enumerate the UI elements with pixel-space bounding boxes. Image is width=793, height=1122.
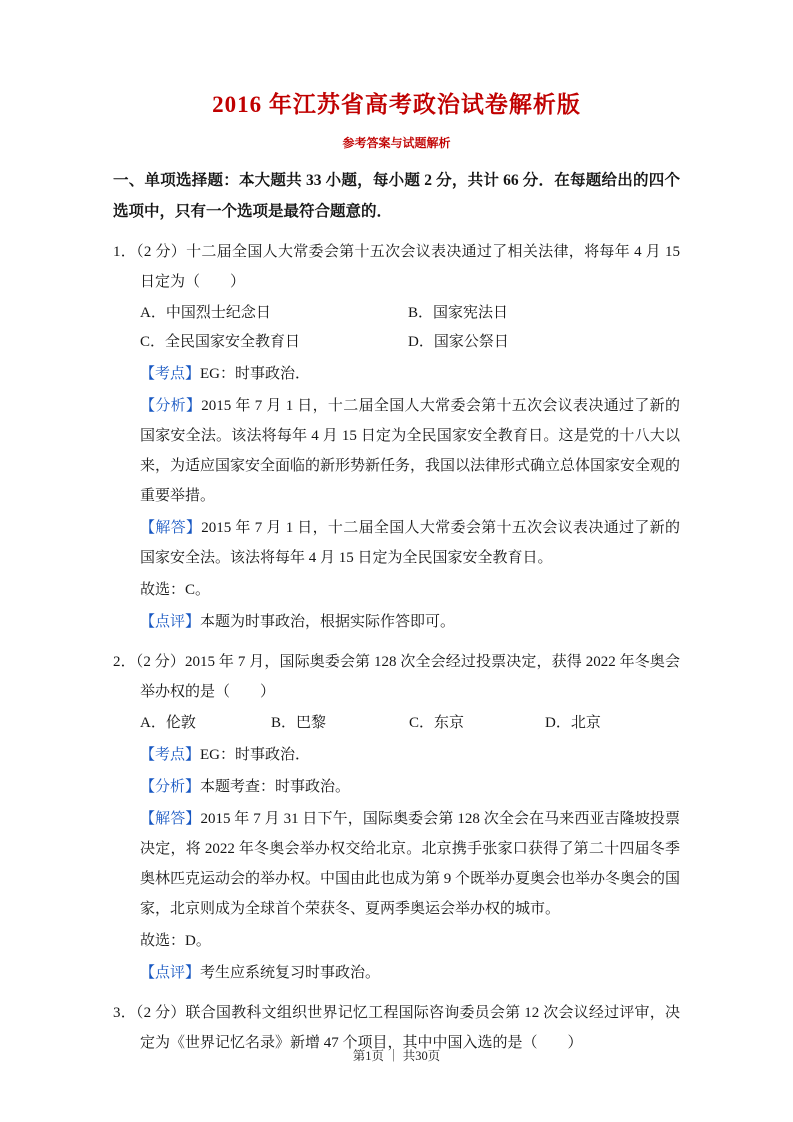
kaodian-tag: 【考点】 bbox=[140, 747, 201, 763]
kaodian-tag: 【考点】 bbox=[140, 366, 201, 382]
question-1-jieda bbox=[140, 513, 680, 573]
question-2-option-d: D．北京 bbox=[545, 715, 601, 731]
question-2-kaodian bbox=[140, 740, 680, 770]
question-2-stem: 2．（2 分）2015 年 7 月，国际奥委会第 128 次全会经过投票决定，获得 2022 年冬奥会举办权的是（ ） bbox=[113, 654, 680, 700]
question-1-stem: 1．（2 分）十二届全国人大常委会第十五次会议表决通过了相关法律，将每年 4 月 15 日定为（ ） bbox=[113, 244, 680, 290]
dianping-text: 考生应系统复习时事政治。 bbox=[200, 965, 381, 981]
jieda-text: 2015 年 7 月 31 日下午，国际奥委会第 128 次全会在马来西亚吉隆坡投票决定，将 2022 年冬奥会举办权交给北京。北京携手张家口获得了第二十四届冬季奥林匹克运动会的举办权。中国由此也成为第 9 个既举办夏奥会也举办冬奥会的国家，北京则成为全球首个荣获冬、夏两季奥运会举办权的城市。 bbox=[140, 811, 681, 917]
fenxi-tag: 【分析】 bbox=[140, 779, 201, 795]
fenxi-text: 本题考查：时事政治。 bbox=[200, 779, 351, 795]
question-3-stem: 3．（2 分）联合国教科文组织世界记忆工程国际咨询委员会第 12 次会议经过评审，决定为《世界记忆名录》新增 47 个项目，其中中国入选的是（ ） bbox=[113, 1005, 680, 1051]
question-1-option-b: B．国家宪法日 bbox=[408, 305, 509, 321]
question-2 bbox=[113, 647, 680, 988]
dianping-tag: 【点评】 bbox=[140, 614, 201, 630]
question-1-option-c: C．全民国家安全教育日 bbox=[140, 334, 301, 350]
question-1-fenxi bbox=[140, 391, 680, 511]
kaodian-text: EG：时事政治． bbox=[200, 747, 311, 763]
question-1-dianping bbox=[140, 607, 680, 637]
jieda-text: 2015 年 7 月 1 日，十二届全国人大常委会第十五次会议表决通过了新的国家安全法。该法将每年 4 月 15 日定为全民国家安全教育日。 bbox=[140, 520, 680, 566]
fenxi-tag: 【分析】 bbox=[140, 398, 202, 414]
question-1-option-d: D．国家公祭日 bbox=[408, 334, 509, 350]
question-1-answer: 故选：C。 bbox=[140, 582, 211, 598]
section-header: 一、单项选择题：本大题共 33 小题，每小题 2 分，共计 66 分．在每题给出的四个选项中，只有一个选项是最符合题意的． bbox=[113, 172, 680, 220]
question-1-kaodian bbox=[140, 359, 680, 389]
jieda-tag: 【解答】 bbox=[140, 811, 201, 827]
question-2-option-a: A．伦敦 bbox=[140, 715, 196, 731]
dianping-text: 本题为时事政治，根据实际作答即可。 bbox=[200, 614, 456, 630]
page-title: 2016 年江苏省高考政治试卷解析版 bbox=[212, 92, 581, 117]
question-2-options bbox=[140, 709, 680, 738]
question-2-option-b: B．巴黎 bbox=[271, 715, 327, 731]
question-2-dianping bbox=[140, 958, 680, 988]
question-2-jieda bbox=[140, 804, 680, 924]
question-2-answer: 故选：D。 bbox=[140, 933, 211, 949]
question-1-options bbox=[140, 299, 680, 357]
question-2-option-c: C．东京 bbox=[409, 715, 465, 731]
dianping-tag: 【点评】 bbox=[140, 965, 201, 981]
jieda-tag: 【解答】 bbox=[140, 520, 202, 536]
question-2-fenxi bbox=[140, 772, 680, 802]
fenxi-text: 2015 年 7 月 1 日，十二届全国人大常委会第十五次会议表决通过了新的国家安全法。该法将每年 4 月 15 日定为全民国家安全教育日。这是党的十八大以来，为适应国家安全面临的新形势新任务，我国以法律形式确立总体国家安全观的重要举措。 bbox=[140, 398, 681, 504]
page-subtitle: 参考答案与试题解析 bbox=[342, 136, 451, 150]
question-1-option-a: A．中国烈士纪念日 bbox=[140, 305, 271, 321]
kaodian-text: EG：时事政治． bbox=[200, 366, 311, 382]
page-footer: 第1页 ｜ 共30页 bbox=[352, 1049, 441, 1063]
question-1 bbox=[113, 237, 680, 637]
